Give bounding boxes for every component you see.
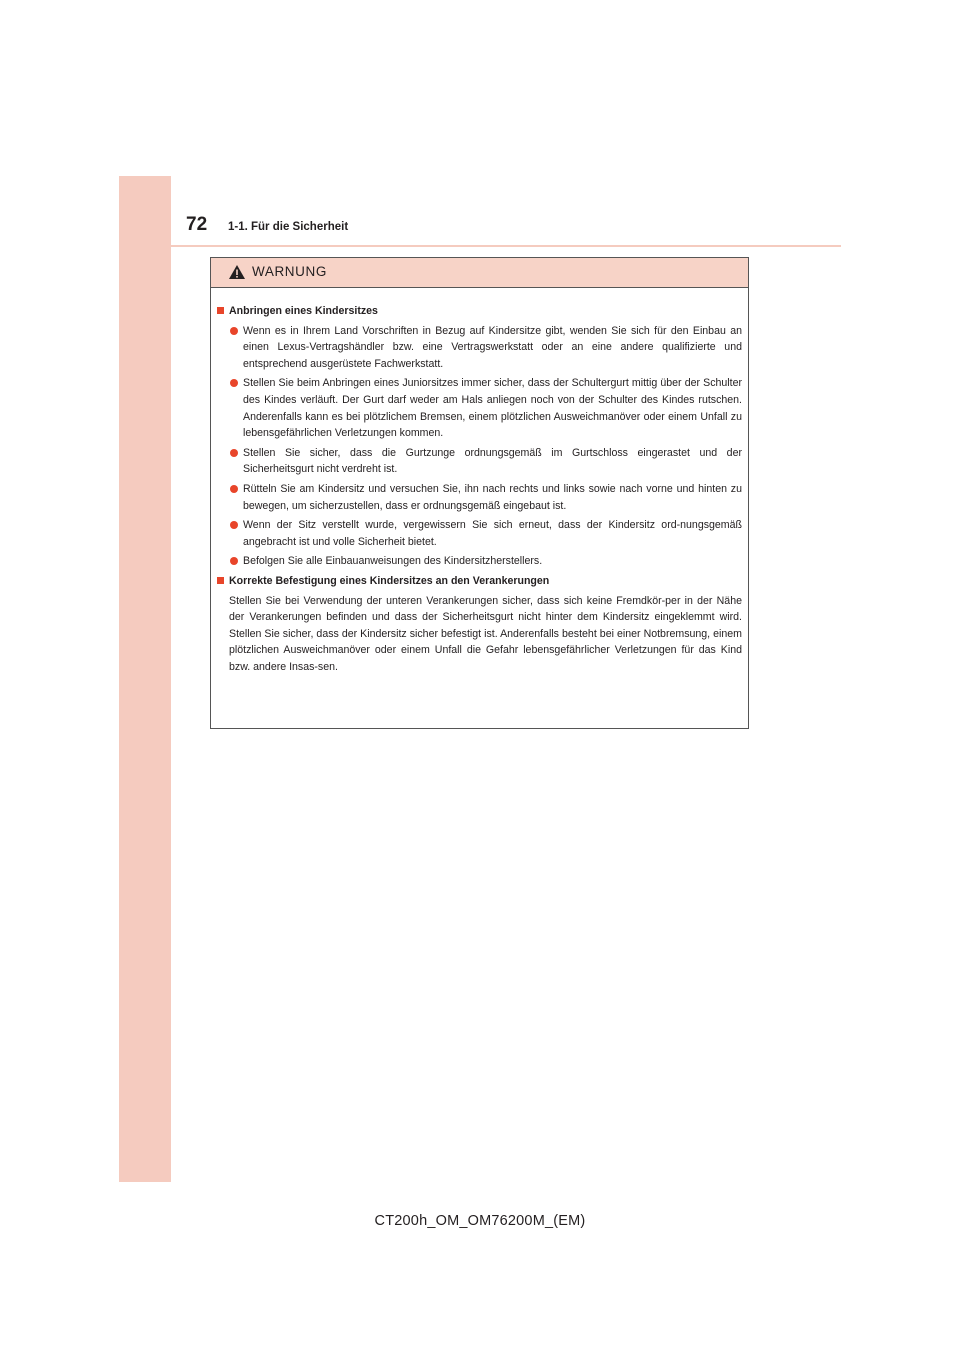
warning-body	[211, 288, 748, 675]
list-item	[217, 323, 742, 373]
list-item-text: Stellen Sie sicher, dass die Gurtzunge ordnungsgemäß im Gurtschloss eingerastet und der Sicherheitsgurt nicht verdreht ist.	[243, 446, 742, 476]
heading-text: Korrekte Befestigung eines Kindersitzes an den Verankerungen	[229, 574, 550, 587]
list-item-text: Wenn es in Ihrem Land Vorschriften in Bezug auf Kindersitze gibt, wenden Sie sich für den Einbau an einen Lexus-Vertragshändler bzw. eine Vertragswerkstatt oder an eine andere qualifizierte und entsprechend ausgerüstete Fachwerkstatt.	[243, 324, 742, 370]
section-heading	[217, 303, 742, 320]
square-bullet-icon	[217, 577, 224, 584]
round-bullet-icon	[230, 485, 238, 493]
round-bullet-icon	[230, 327, 238, 335]
paragraph: Stellen Sie bei Verwendung der unteren Verankerungen sicher, dass sich keine Fremdkör-per in der Nähe der Verankerungen befinden und dass der Sicherheitsgurt nicht hinter dem Kindersitz eingeklemmt wird. Stellen Sie sicher, dass der Kindersitz sicher befestigt ist. Anderenfalls besteht bei einer Notbremsung, einem plötzlichen Ausweichmanöver oder einem Unfall die Gefahr lebensgefährlicher Verletzungen für das Kind bzw. andere Insas-sen.	[229, 594, 742, 673]
side-tab-strip	[119, 176, 171, 1182]
list-item	[217, 481, 742, 514]
list-item-text: Rütteln Sie am Kindersitz und versuchen Sie, ihn nach rechts und links sowie nach vorne und hinten zu bewegen, um sicherzustellen, dass er ordnungsgemäß eingebaut ist.	[243, 482, 742, 512]
round-bullet-icon	[230, 557, 238, 565]
round-bullet-icon	[230, 379, 238, 387]
list-item	[217, 553, 742, 570]
page-number: 72	[186, 214, 208, 235]
heading-text: Anbringen eines Kindersitzes	[229, 305, 378, 317]
warning-box	[210, 257, 749, 729]
round-bullet-icon	[230, 521, 238, 529]
list-item	[217, 375, 742, 441]
round-bullet-icon	[230, 449, 238, 457]
square-bullet-icon	[217, 307, 224, 314]
header-divider	[171, 245, 841, 247]
list-item	[217, 517, 742, 550]
warning-triangle-icon	[228, 264, 246, 280]
list-item-text: Befolgen Sie alle Einbauanweisungen des Kindersitzherstellers.	[243, 555, 543, 568]
list-item-text: Stellen Sie beim Anbringen eines Juniorsitzes immer sicher, dass der Schultergurt mittig über der Schulter des Kindes verläuft. Der Gurt darf weder am Hals anliegen noch von der Schulter des Kindes rutschen. Anderenfalls kann es bei plötzlichem Bremsen, einem plötzlichen Ausweichmanöver oder einem Unfall zu lebensgefährlichen Verletzungen kommen.	[243, 377, 742, 440]
section-title: 1-1. Für die Sicherheit	[228, 221, 349, 233]
footer-model-code: CT200h_OM_OM76200M_(EM)	[374, 1213, 586, 1229]
warning-header	[211, 258, 748, 288]
list-item-text: Wenn der Sitz verstellt wurde, vergewissern Sie sich erneut, dass der Kindersitz ord-nungsgemäß angebracht ist und volle Sicherheit bietet.	[243, 519, 742, 548]
section-heading	[217, 573, 742, 590]
list-item	[217, 445, 742, 478]
warning-title: WARNUNG	[252, 264, 327, 279]
